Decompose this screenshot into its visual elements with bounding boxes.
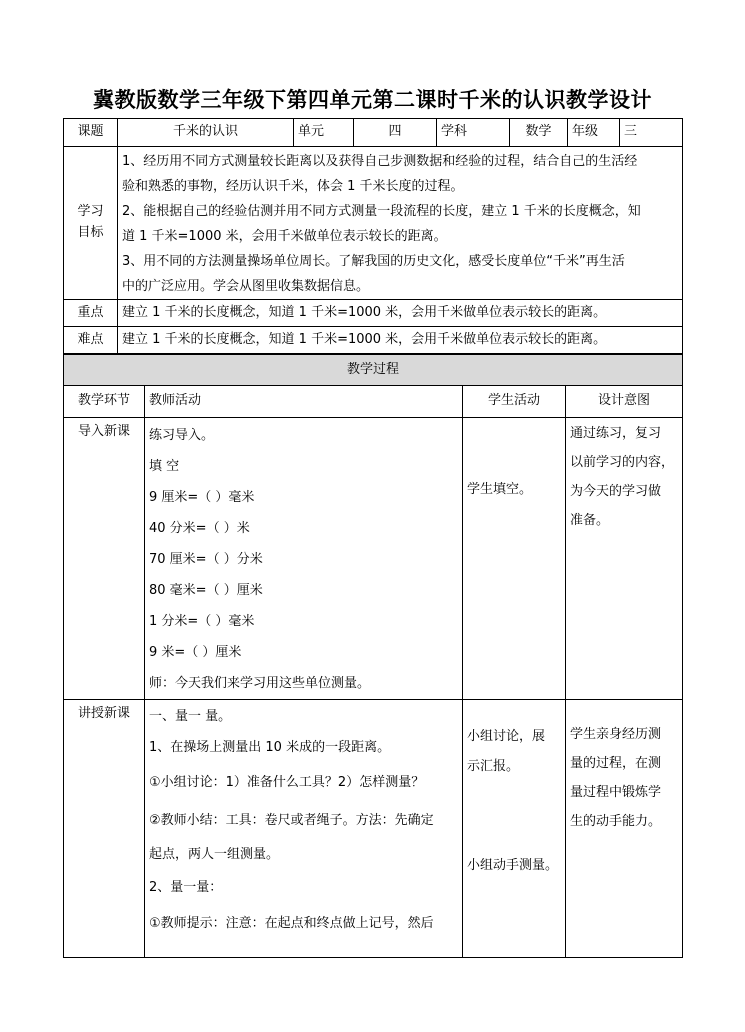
teacher-line: 70 厘米=（ ）分米	[149, 552, 263, 567]
col-teacher-header: 教师活动	[145, 386, 463, 418]
col-student-header: 学生活动	[463, 386, 566, 418]
key-point-text: 建立 1 千米的长度概念，知道 1 千米=1000 米，会用千米做单位表示较长的距离。	[118, 300, 683, 327]
teacher-cell	[145, 700, 463, 958]
teacher-line: 9 米=（ ）厘米	[149, 645, 242, 660]
intent-line: 量过程中锻炼学	[570, 785, 662, 800]
info-table	[63, 118, 683, 354]
teacher-line: ②教师小结：工具：卷尺或者绳子。方法：先确定	[149, 813, 434, 828]
teacher-line: ①小组讨论：1）准备什么工具？2）怎样测量？	[149, 775, 425, 790]
student-line: 示汇报。	[467, 759, 520, 774]
student-cell	[463, 418, 566, 700]
goal-line: 3、用不同的方法测量操场单位周长。了解我国的历史文化，感受长度单位“千米”再生活	[122, 254, 625, 269]
teacher-line: 一、量一 量。	[149, 709, 232, 724]
student-line: 小组动手测量。	[467, 858, 559, 873]
intent-line: 生的动手能力。	[570, 814, 662, 829]
teacher-line: 40 分米=（ ）米	[149, 521, 250, 536]
intent-line: 为今天的学习做	[570, 484, 662, 499]
student-cell	[463, 700, 566, 958]
goals-label-line1: 学习	[77, 204, 104, 220]
key-point-label: 重点	[64, 300, 118, 327]
grade-label: 年级	[568, 119, 620, 147]
teacher-line: 填 空	[149, 459, 180, 474]
grade-value: 三	[620, 119, 683, 147]
goals-text	[118, 147, 683, 300]
teacher-line: 1、在操场上测量出 10 米成的一段距离。	[149, 740, 391, 755]
teacher-line: ①教师提示：注意：在起点和终点做上记号，然后	[149, 916, 434, 931]
process-heading: 教学过程	[64, 355, 683, 386]
student-line: 小组讨论，展	[467, 729, 546, 744]
teacher-line: 80 毫米=（ ）厘米	[149, 583, 263, 598]
intent-cell	[566, 418, 683, 700]
teacher-line: 1 分米=（ ）毫米	[149, 614, 255, 629]
intent-line: 以前学习的内容，	[570, 455, 675, 470]
goal-line: 2、能根据自己的经验估测并用不同方式测量一段流程的长度，建立 1 千米的长度概念，知	[122, 204, 641, 219]
goals-label-line2: 目标	[77, 225, 104, 240]
unit-label: 单元	[294, 119, 354, 147]
intent-line: 通过练习，复习	[570, 426, 662, 441]
stage-cell: 讲授新课	[64, 700, 145, 958]
unit-value: 四	[354, 119, 437, 147]
goal-line: 中的广泛应用。学会从图里收集数据信息。	[122, 279, 370, 294]
teacher-line: 练习导入。	[149, 428, 215, 443]
col-intent-header: 设计意图	[566, 386, 683, 418]
stage-cell: 导入新课	[64, 418, 145, 700]
process-table	[63, 354, 683, 958]
difficulty-text: 建立 1 千米的长度概念，知道 1 千米=1000 米，会用千米做单位表示较长的距离。	[118, 327, 683, 354]
topic-label: 课题	[64, 119, 118, 147]
subject-label: 学科	[437, 119, 510, 147]
intent-line: 准备。	[570, 513, 610, 528]
col-stage-header: 教学环节	[64, 386, 145, 418]
teacher-line: 2、量一量：	[149, 880, 223, 895]
teacher-line: 起点，两人一组测量。	[149, 847, 280, 862]
subject-value: 数学	[510, 119, 568, 147]
intent-cell	[566, 700, 683, 958]
teacher-line: 师：今天我们来学习用这些单位测量。	[149, 676, 371, 691]
page-title: 冀教版数学三年级下第四单元第二课时千米的认识教学设计	[93, 88, 652, 112]
difficulty-label: 难点	[64, 327, 118, 354]
goal-line: 道 1 千米=1000 米，会用千米做单位表示较长的距离。	[122, 229, 447, 244]
teacher-cell	[145, 418, 463, 700]
teacher-line: 9 厘米=（ ）毫米	[149, 490, 255, 505]
goal-line: 验和熟悉的事物，经历认识千米，体会 1 千米长度的过程。	[122, 179, 464, 194]
goal-line: 1、经历用不同方式测量较长距离以及获得自己步测数据和经验的过程，结合自己的生活经	[122, 154, 638, 169]
intent-line: 量的过程，在测	[570, 756, 662, 771]
student-line: 学生填空。	[467, 482, 533, 497]
topic-value: 千米的认识	[118, 119, 294, 147]
goals-label	[64, 147, 118, 300]
intent-line: 学生亲身经历测	[570, 727, 662, 742]
